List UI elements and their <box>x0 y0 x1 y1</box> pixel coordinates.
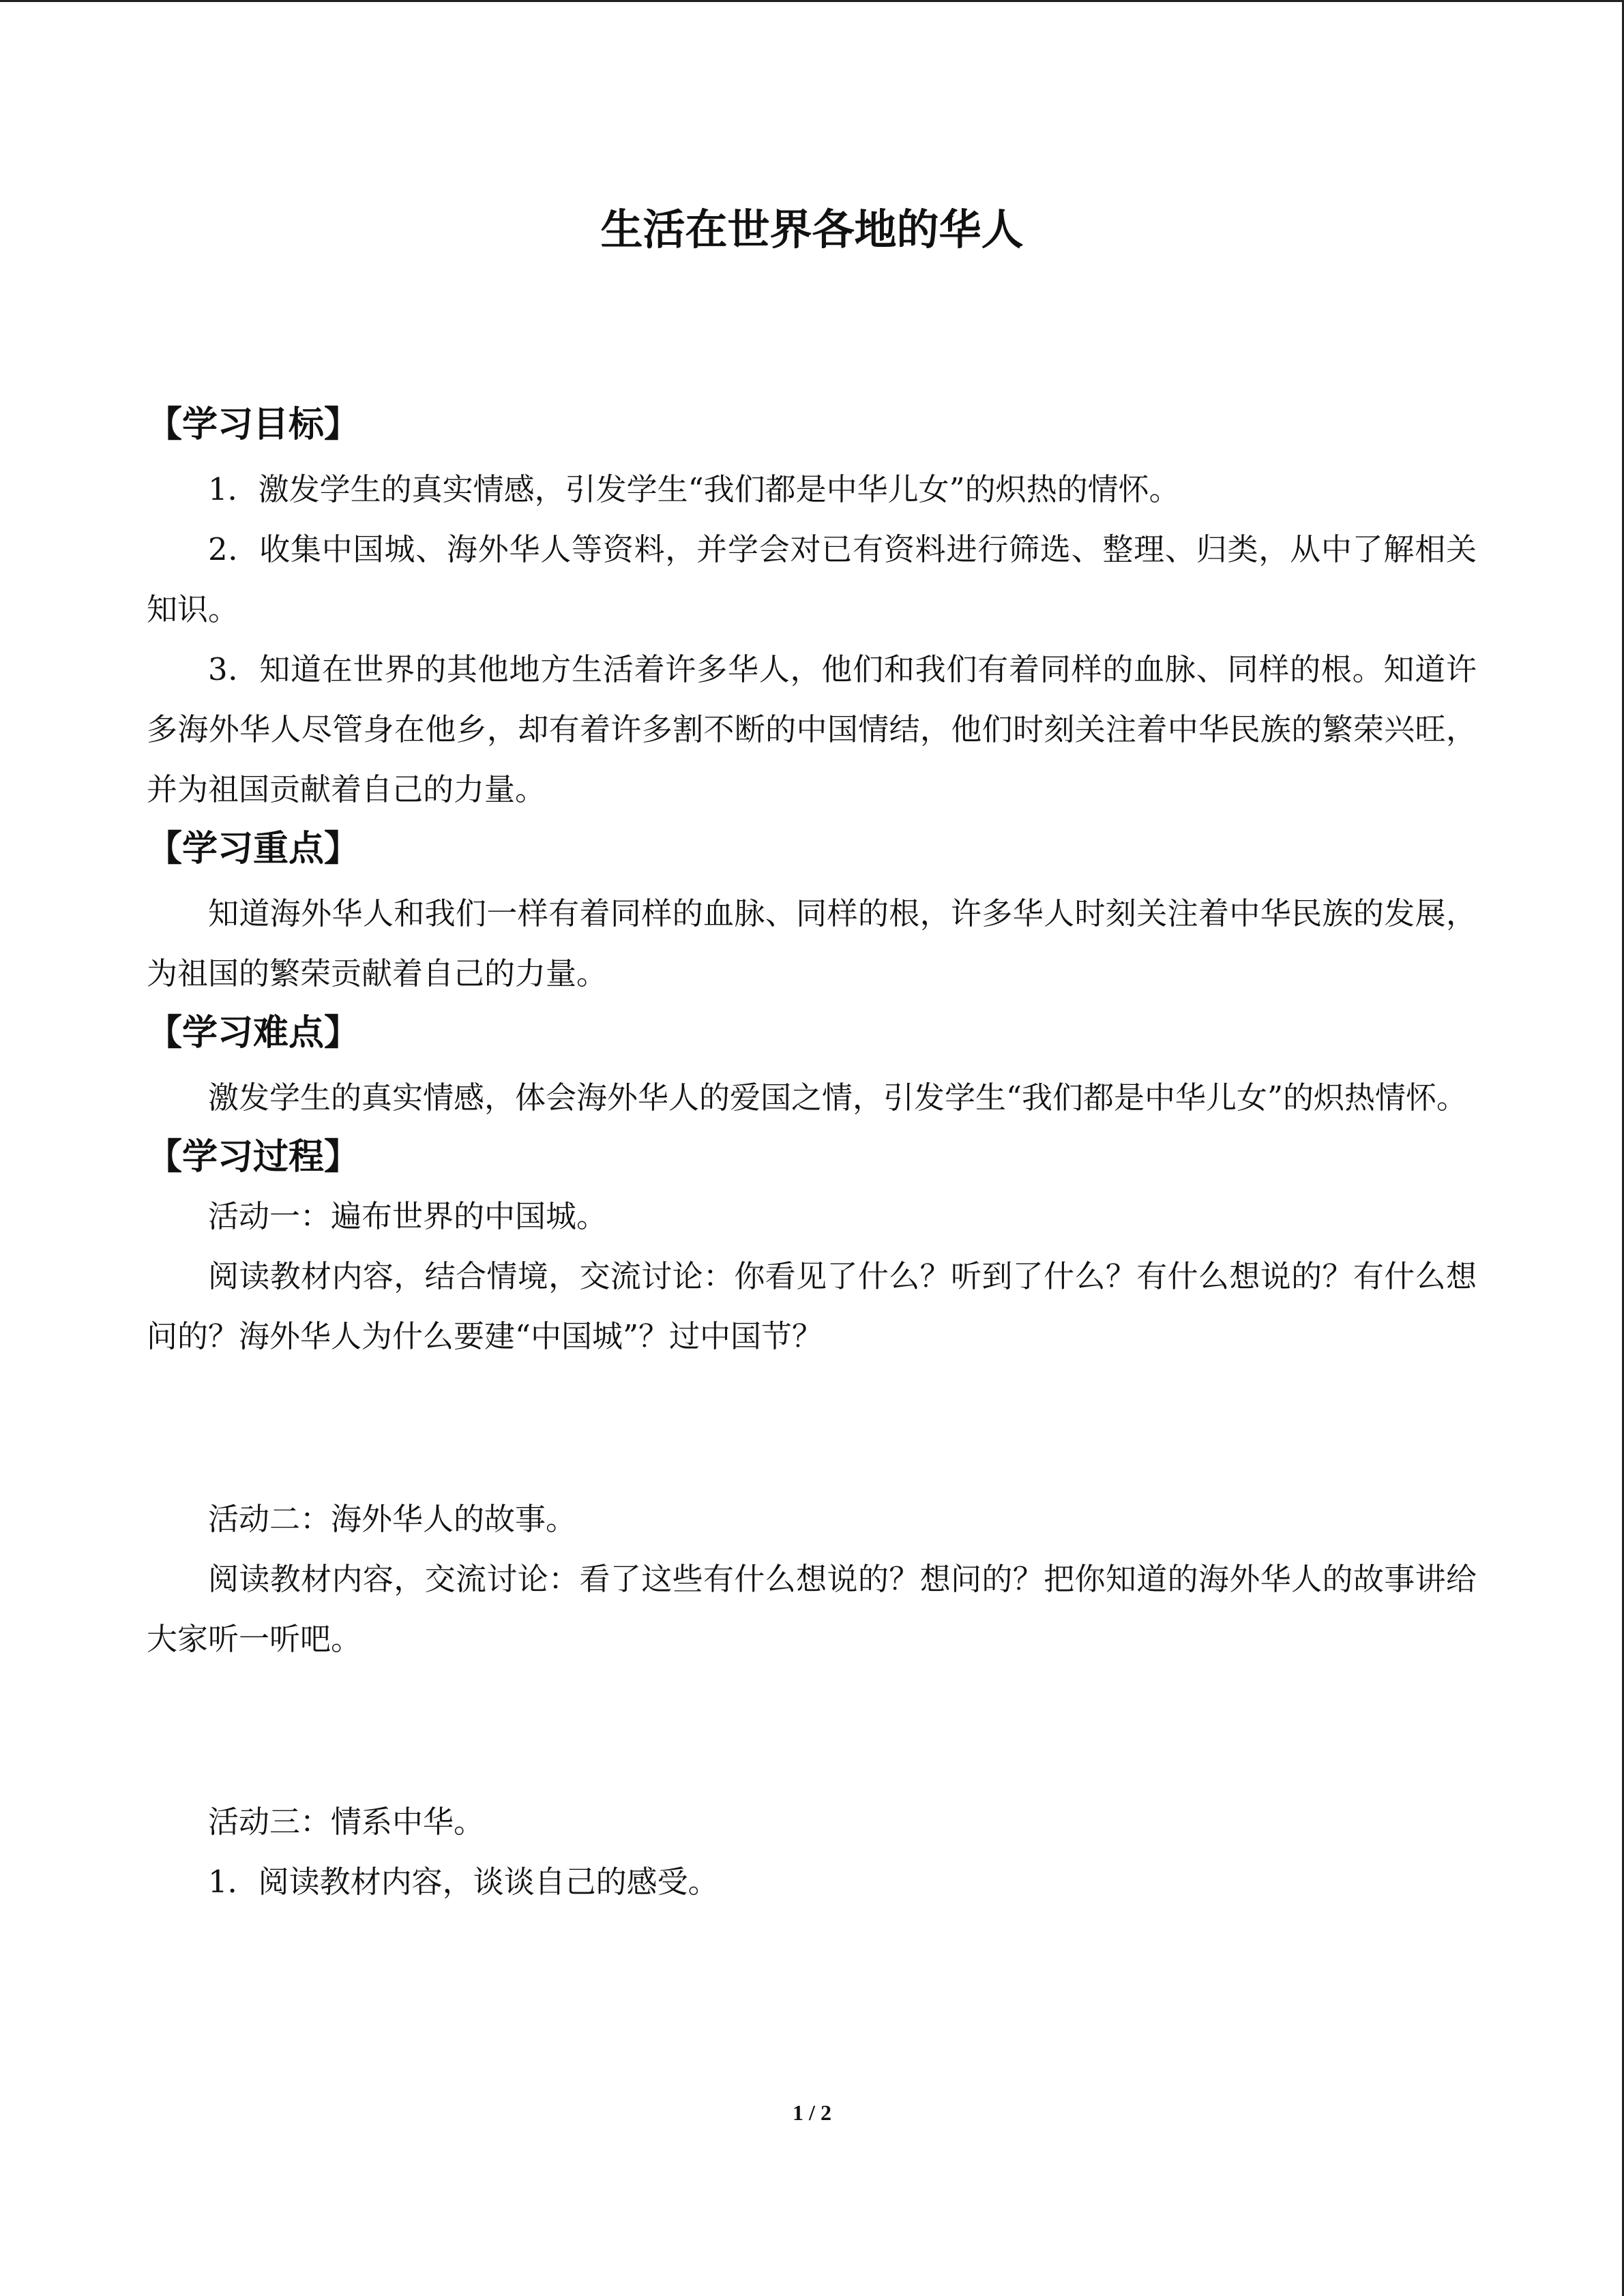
answer-space-1 <box>147 1367 1477 1489</box>
activity-3-text: 1．阅读教材内容，谈谈自己的感受。 <box>208 1864 719 1900</box>
document-title: 生活在世界各地的华人 <box>600 205 1024 254</box>
activity-1-title: 活动一：遍布世界的中国城。 <box>208 1198 608 1234</box>
activity-3-title: 活动三：情系中华。 <box>208 1804 485 1840</box>
objective-3: 3．知道在世界的其他地方生活着许多华人，他们和我们有着同样的血脉、同样的根。知道许多海外华人尽管身在他乡，却有着许多割不断的中国情结，他们时刻关注着中华民族的繁荣兴旺，并为祖国贡献着自己的力量。 <box>147 651 1477 807</box>
section-heading-process: 【学习过程】 <box>147 1136 360 1178</box>
page-number: 1 / 2 <box>793 2100 831 2125</box>
document-body <box>147 396 1477 1912</box>
section-heading-objectives: 【学习目标】 <box>147 404 360 445</box>
objective-2: 2．收集中国城、海外华人等资料，并学会对已有资料进行筛选、整理、归类，从中了解相关知识。 <box>147 531 1477 627</box>
key-point-text: 知道海外华人和我们一样有着同样的血脉、同样的根，许多华人时刻关注着中华民族的发展，为祖国的繁荣贡献着自己的力量。 <box>147 895 1477 992</box>
page-border-top <box>0 0 1624 2</box>
objective-1: 1．激发学生的真实情感，引发学生“我们都是中华儿女”的炽热的情怀。 <box>208 471 1180 507</box>
activity-2-title: 活动二：海外华人的故事。 <box>208 1501 577 1537</box>
difficulty-text: 激发学生的真实情感，体会海外华人的爱国之情，引发学生“我们都是中华儿女”的炽热情怀。 <box>208 1079 1468 1116</box>
activity-2-text: 阅读教材内容，交流讨论：看了这些有什么想说的？想问的？把你知道的海外华人的故事讲给大家听一听吧。 <box>147 1561 1477 1657</box>
answer-space-2 <box>147 1669 1477 1792</box>
section-heading-difficulties: 【学习难点】 <box>147 1012 360 1054</box>
activity-1-text: 阅读教材内容，结合情境，交流讨论：你看见了什么？听到了什么？有什么想说的？有什么想问的？海外华人为什么要建“中国城”？过中国节？ <box>147 1258 1477 1354</box>
section-heading-key-points: 【学习重点】 <box>147 828 360 869</box>
